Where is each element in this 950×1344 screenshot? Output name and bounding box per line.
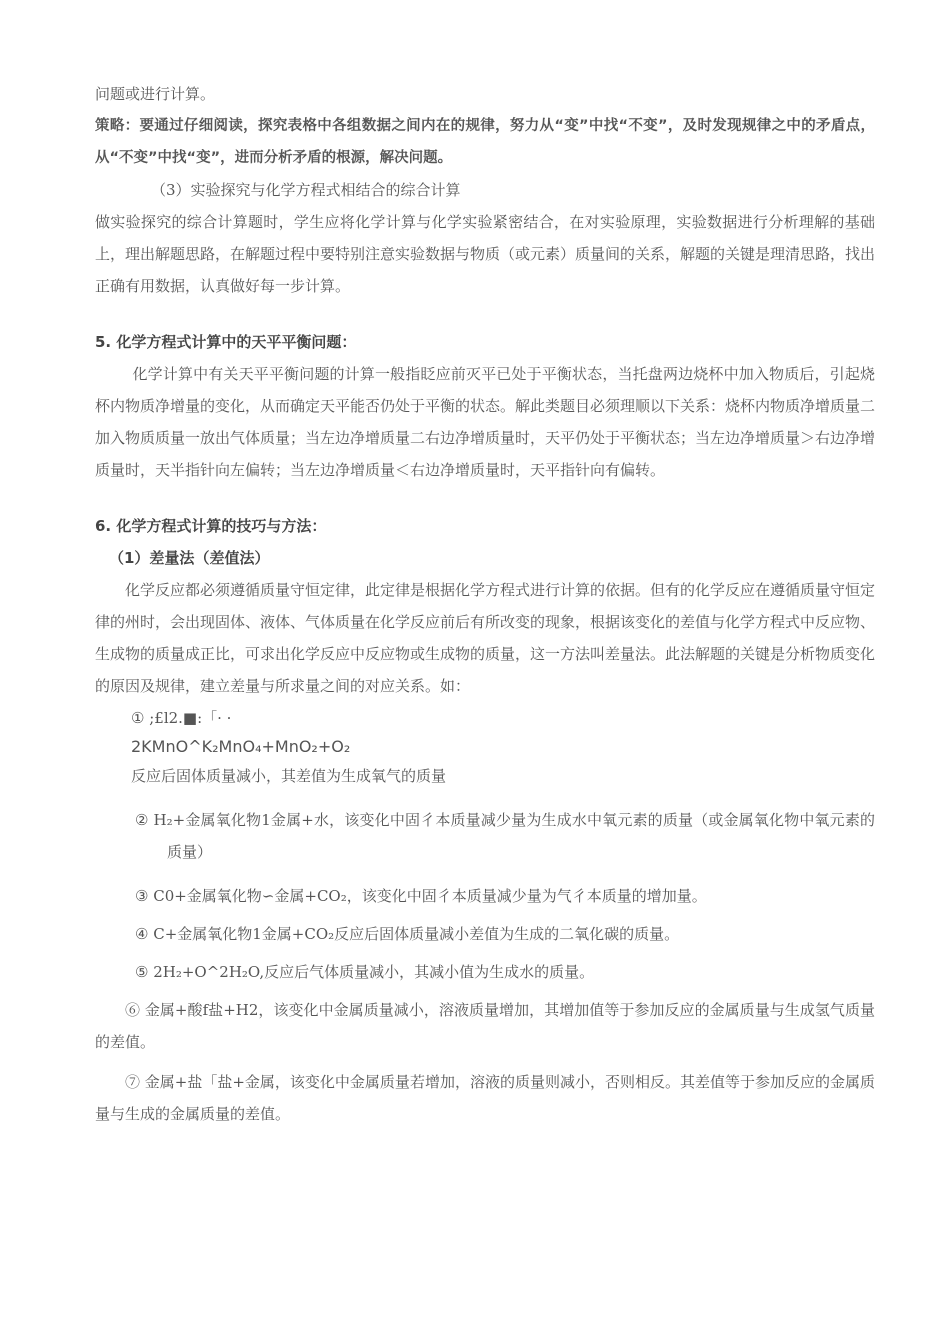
strategy-paragraph: 策略：要通过仔细阅读，探究表格中各组数据之间内在的规律，努力从“变”中找“不变”，及时发现规律之中的矛盾点，从“不变”中找“变”，进而分析矛盾的根源，解决问题。 <box>95 118 875 166</box>
subsection-3-title: （3）实验探究与化学方程式相结合的综合计算 <box>151 181 461 199</box>
list-item-1-note: 反应后固体质量减小，其差值为生成氧气的质量 <box>131 767 447 785</box>
list-item-1-formula: 2KMnO^K₂MnO₄+MnO₂+O₂ <box>131 737 351 756</box>
section-5-body: 化学计算中有关天平平衡问题的计算一般指眨应前灭平已处于平衡状态，当托盘两边烧杯中加入物质后，引起烧杯内物质净增量的变化，从而确定天平能否仍处于平衡的状态。解此类题目必须理顺以下关系：烧杯内物质净增质量二加入物质质量一放出气体质量；当左边净增质量二右边净增质量时，天平仍处于平衡状态；当左边净增质量＞右边净增质量时，天半指针向左偏转；当左边净增质量＜右边净增质量时，天平指针向有偏转。 <box>95 365 876 479</box>
section-5-title: 5. 化学方程式计算中的天平平衡问题： <box>95 333 357 351</box>
section-6-title: 6. 化学方程式计算的技巧与方法： <box>95 517 327 535</box>
section-6-subtitle: （1）差量法（差值法） <box>109 549 270 567</box>
list-item-7: ⑦ 金属+盐「盐+金属，该变化中金属质量若增加，溶液的质量则减小，否则相反。其差值等于参加反应的金属质量与生成的金属质量的差值。 <box>95 1073 875 1123</box>
document-body <box>95 78 875 1130</box>
subsection-3-body: 做实验探究的综合计算题时，学生应将化学计算与化学实验紧密结合，在对实验原理，实验数据进行分析理解的基础上，理出解题思路，在解题过程中要特别注意实验数据与物质（或元素）质量间的关系，解题的关键是理清思路，找出正确有用数据，认真做好每一步计算。 <box>95 213 876 295</box>
list-item-3: ③ C0+金属氧化物∽金属+CO₂，该变化中固彳本质量减少量为气彳本质量的增加量。 <box>135 887 707 905</box>
section-6-body: 化学反应都必须遵循质量守恒定律，此定律是根据化学方程式进行计算的依据。但有的化学反应在遵循质量守恒定律的州时，会出现固体、液体、气体质量在化学反应前后有所改变的现象，根据该变化的差值与化学方程式中反应物、生成物的质量成正比，可求出化学反应中反应物或生成物的质量，这一方法叫差量法。此法解题的关键是分析物质变化的原因及规律，建立差量与所求量之间的对应关系。如： <box>95 581 876 695</box>
list-item-4: ④ C+金属氧化物1金属+CO₂反应后固体质量减小差值为生成的二氧化碳的质量。 <box>135 925 680 943</box>
list-item-2: ② H₂+金属氧化物1金属+水，该变化中固彳本质量减少量为生成水中氧元素的质量（或金属氧化物中氧元素的质量） <box>135 811 875 861</box>
list-item-5: ⑤ 2H₂+O^2H₂O,反应后气体质量减小，其减小值为生成水的质量。 <box>135 963 595 981</box>
list-item-1-label: ① ;£l2.■:「· · <box>131 709 232 727</box>
list-item-6: ⑥ 金属+酸f盐+H2，该变化中金属质量减小，溶液质量增加，其增加值等于参加反应的金属质量与生成氢气质量的差值。 <box>95 1001 875 1051</box>
paragraph-continuation: 问题或进行计算。 <box>95 85 216 103</box>
